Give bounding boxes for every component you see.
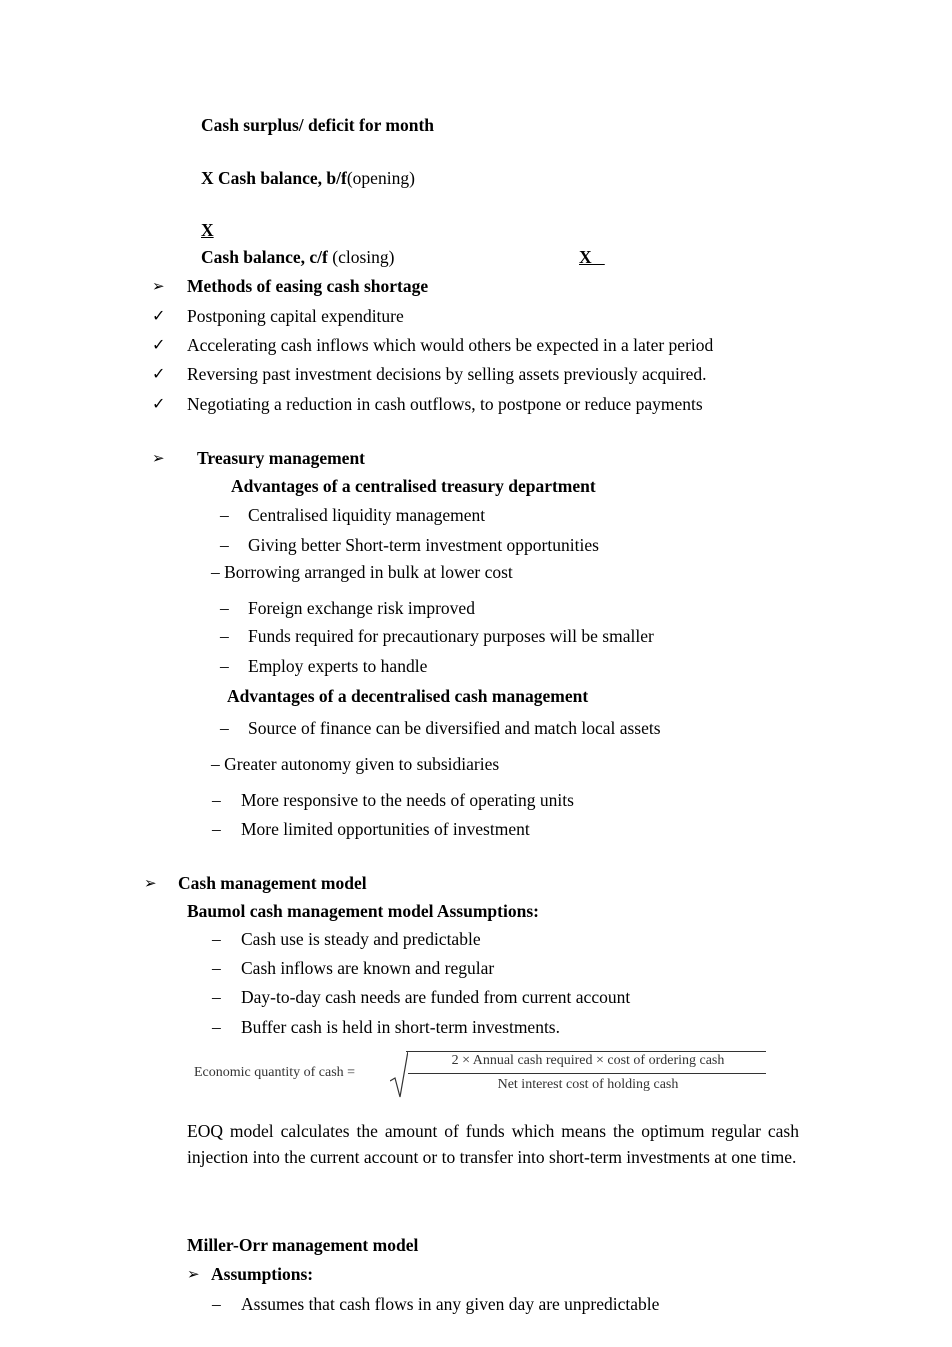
dash-bullet: – — [220, 505, 229, 525]
closing-paren: (closing) — [327, 247, 395, 267]
total-underline-x: X — [201, 220, 214, 240]
dash-bullet: – — [220, 535, 229, 555]
decentralised-heading: Advantages of a decentralised cash management — [227, 686, 589, 706]
square-root-icon — [390, 1051, 408, 1099]
check-icon: ✓ — [152, 306, 166, 325]
dash-bullet: – — [220, 626, 229, 646]
formula-denominator: Net interest cost of holding cash — [497, 1077, 679, 1092]
list-item: Buffer cash is held in short-term investments. — [241, 1017, 560, 1037]
dash-bullet: – — [212, 958, 221, 978]
list-item: Employ experts to handle — [248, 656, 428, 676]
closing-balance-line — [201, 249, 394, 267]
list-item: Funds required for precautionary purposes will be smaller — [248, 626, 654, 646]
list-item: Giving better Short-term investment opportunities — [248, 535, 599, 555]
list-item: Postponing capital expenditure — [187, 306, 404, 326]
eoq-formula — [194, 1047, 774, 1103]
dash-bullet: – — [212, 987, 221, 1007]
dash-bullet: – — [212, 819, 221, 839]
easing-heading: Methods of easing cash shortage — [187, 276, 429, 296]
formula-numerator: 2 × Annual cash required × cost of ordering cash — [451, 1053, 725, 1068]
opening-mark: X — [201, 168, 214, 188]
list-item: Centralised liquidity management — [248, 505, 486, 525]
list-item: Source of finance can be diversified and match local assets — [248, 718, 661, 738]
dash-bullet: – — [220, 598, 229, 618]
check-icon: ✓ — [152, 335, 166, 354]
list-item: More responsive to the needs of operating units — [241, 790, 574, 810]
list-item: Reversing past investment decisions by selling assets previously acquired. — [187, 364, 707, 384]
list-item: – Greater autonomy given to subsidiaries — [211, 754, 500, 774]
opening-balance-line — [201, 170, 415, 188]
list-item: – Borrowing arranged in bulk at lower cost — [211, 562, 513, 582]
check-icon: ✓ — [152, 394, 166, 413]
list-item: Cash inflows are known and regular — [241, 958, 495, 978]
list-item: More limited opportunities of investment — [241, 819, 530, 839]
list-item: Negotiating a reduction in cash outflows, to postpone or reduce payments — [187, 394, 703, 414]
arrow-bullet-icon: ➢ — [152, 449, 165, 467]
cash-surplus-label: Cash surplus/ deficit for month — [201, 115, 435, 135]
dash-bullet: – — [212, 929, 221, 949]
list-item: Accelerating cash inflows which would others be expected in a later period — [187, 335, 714, 355]
dash-bullet: – — [212, 790, 221, 810]
list-item: Assumes that cash flows in any given day are unpredictable — [241, 1294, 660, 1314]
eoq-paragraph: EOQ model calculates the amount of funds which means the optimum regular cash injection into the current account or to transfer into short-term investments at one time. — [187, 1121, 799, 1167]
miller-orr-heading: Miller-Orr management model — [187, 1235, 419, 1255]
closing-balance-label: Cash balance, c/f — [201, 247, 328, 267]
opening-paren: (opening) — [346, 168, 415, 188]
baumol-heading: Baumol cash management model Assumptions: — [187, 901, 539, 921]
arrow-bullet-icon: ➢ — [144, 874, 157, 892]
formula-label: Economic quantity of cash = — [194, 1065, 356, 1080]
closing-x: X — [579, 247, 605, 267]
opening-balance-label: Cash balance, b/f — [218, 168, 347, 188]
dash-bullet: – — [220, 718, 229, 738]
dash-bullet: – — [220, 656, 229, 676]
centralised-heading: Advantages of a centralised treasury department — [231, 476, 596, 496]
radical-overline — [406, 1051, 766, 1052]
arrow-bullet-icon: ➢ — [187, 1265, 200, 1283]
cash-model-heading: Cash management model — [178, 873, 367, 893]
arrow-bullet-icon: ➢ — [152, 277, 165, 295]
list-item: Foreign exchange risk improved — [248, 598, 475, 618]
dash-bullet: – — [212, 1017, 221, 1037]
list-item: Cash use is steady and predictable — [241, 929, 481, 949]
list-item: Day-to-day cash needs are funded from current account — [241, 987, 631, 1007]
dash-bullet: – — [212, 1294, 221, 1314]
check-icon: ✓ — [152, 364, 166, 383]
assumptions-heading: Assumptions: — [211, 1264, 314, 1284]
fraction-bar — [408, 1073, 766, 1074]
treasury-heading: Treasury management — [197, 448, 366, 468]
